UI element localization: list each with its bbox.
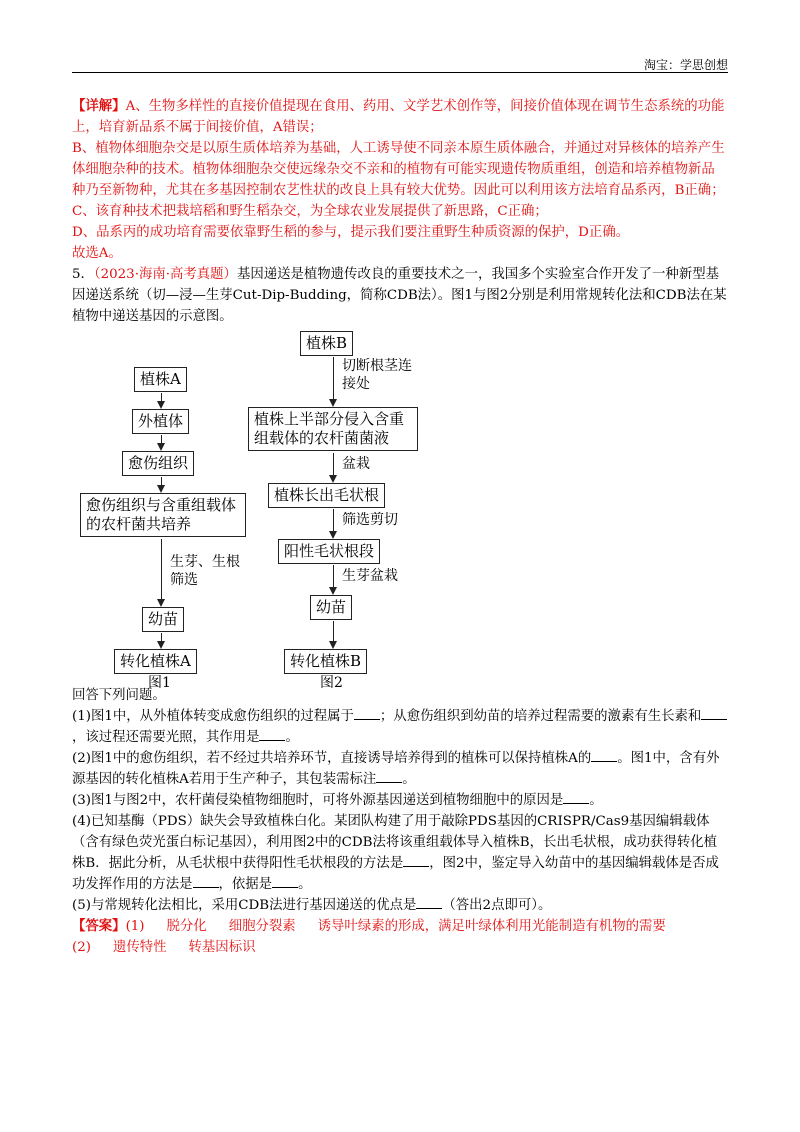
detail-conclusion: 故选A。 bbox=[72, 246, 122, 261]
page-header: 淘宝：学思创想 bbox=[643, 58, 728, 72]
document-body bbox=[72, 96, 728, 958]
detail-tag: 【详解】 bbox=[72, 98, 126, 114]
detail-text-a: A、生物多样性的直接价值提现在食用、药用、文学艺术创作等，间接价值体现在调节生态系统的功能上，培育新品系不属于间接价值，A错误； bbox=[72, 99, 725, 135]
fig1-label-screening: 生芽、生根筛选 bbox=[170, 554, 240, 588]
q1-text-a: (1)图1中，从外植体转变成愈伤组织的过程属于 bbox=[72, 709, 354, 724]
fig1-arrow-5 bbox=[157, 641, 165, 649]
fig1-arrow-4 bbox=[157, 599, 165, 607]
q3-text-a: (3)图1与图2中，农杆菌侵染植物细胞时，可将外源基因递送到植物细胞中的原因是 bbox=[72, 793, 564, 808]
question-intro-text: 基因递送是植物遗传改良的重要技术之一，我国多个实验室合作开发了一种新型基因递送系统（切—浸—生芽Cut-Dip-Budding，简称CDB法）。图1与图2分别是利用常规转化法和CDB法在某植物中递送基因的示意图。 bbox=[72, 267, 727, 324]
fig2-arrow-4 bbox=[329, 587, 337, 595]
detail-para-d: D、品系丙的成功培育需要依靠野生稻的参与，提示我们要注重野生种质资源的保护，D正确。 bbox=[72, 225, 630, 240]
fig1-box-plant-a: 植株A bbox=[134, 367, 187, 392]
question-3 bbox=[72, 790, 728, 811]
flow-diagrams bbox=[72, 327, 728, 691]
questions-lead: 回答下列问题。 bbox=[72, 688, 166, 703]
answer-section bbox=[72, 916, 728, 958]
fig1-box-explant: 外植体 bbox=[132, 409, 189, 434]
q2-blank-2 bbox=[376, 770, 402, 783]
fig1-box-transformed-a: 转化植株A bbox=[114, 649, 197, 674]
question-5-intro bbox=[72, 264, 728, 327]
q1-blank-3 bbox=[259, 728, 285, 741]
fig1-box-seedling: 幼苗 bbox=[142, 607, 184, 632]
fig2-label-select-cut: 筛选剪切 bbox=[342, 512, 398, 528]
q1-text-d: 。 bbox=[285, 730, 299, 745]
fig2-caption: 图2 bbox=[320, 675, 343, 691]
q2-blank-1 bbox=[591, 749, 617, 762]
q1-text-b: ；从愈伤组织到幼苗的培养过程需要的激素有生长素和 bbox=[379, 709, 702, 724]
q5-blank-1 bbox=[416, 896, 442, 909]
fig2-box-seedling: 幼苗 bbox=[310, 595, 352, 620]
fig2-arrow-5 bbox=[329, 641, 337, 649]
answer-2-item-1: 遗传特性 bbox=[112, 940, 167, 955]
q2-text-a: (2)图1中的愈伤组织，若不经过共培养环节，直接诱导培养得到的植株可以保持植株A的 bbox=[72, 751, 592, 766]
q4-text-d: 。 bbox=[298, 877, 312, 892]
fig1-box-callus: 愈伤组织 bbox=[122, 451, 194, 476]
q4-blank-1 bbox=[403, 854, 429, 867]
question-2 bbox=[72, 748, 728, 790]
q3-text-b: 。 bbox=[589, 793, 603, 808]
fig2-line-1 bbox=[333, 357, 334, 401]
fig1-box-coculture: 愈伤组织与含重组载体的农杆菌共培养 bbox=[80, 493, 246, 537]
question-5 bbox=[72, 895, 728, 916]
answer-1-item-1: 脱分化 bbox=[166, 919, 207, 934]
answer-1-num: (1) bbox=[125, 919, 145, 934]
fig2-label-cut: 切断根茎连接处 bbox=[342, 358, 412, 392]
fig2-box-dip: 植株上半部分侵入含重组载体的农杆菌菌液 bbox=[248, 407, 418, 451]
fig1-arrow-2 bbox=[157, 443, 165, 451]
answer-1-item-2: 细胞分裂素 bbox=[228, 919, 296, 934]
fig1-arrow-3 bbox=[157, 485, 165, 493]
fig2-arrow-2 bbox=[329, 475, 337, 483]
detail-para-a bbox=[72, 96, 728, 138]
q1-text-c: ，该过程还需要光照，其作用是 bbox=[72, 730, 260, 745]
fig2-line-3 bbox=[333, 509, 334, 533]
fig2-box-plant-b: 植株B bbox=[300, 331, 353, 356]
fig2-line-5 bbox=[333, 621, 334, 643]
question-1 bbox=[72, 706, 728, 748]
q1-blank-2 bbox=[701, 707, 727, 720]
q5-text-b: （答出2点即可）。 bbox=[442, 898, 552, 913]
fig2-arrow-3 bbox=[329, 531, 337, 539]
question-number: 5． bbox=[72, 267, 94, 282]
q4-blank-2 bbox=[193, 875, 219, 888]
q4-blank-3 bbox=[272, 875, 298, 888]
fig2-label-bud-pot: 生芽盆栽 bbox=[342, 568, 398, 584]
q4-text-a: (4)已知基酶（PDS）缺失会导致植株白化。某团队构建了用于敲除PDS基因的CRISPR/Cas9基因编辑载体（含有绿色荧光蛋白标记基因），利用图2中的CDB法将该重组载体导入植株B，长出毛状根，成功获得转化植株B．据此分析，从毛状根中获得阳性毛状根段的方法是 bbox=[72, 814, 718, 871]
answer-line-2 bbox=[72, 937, 728, 958]
question-4 bbox=[72, 811, 728, 895]
answer-1-item-3: 诱导叶绿素的形成，满足叶绿体利用光能制造有机物的需要 bbox=[317, 919, 666, 934]
q4-text-b: ，图2中，鉴定导入幼苗中的基因编辑载体是否成功发挥作用的方法是 bbox=[72, 856, 719, 892]
q4-text-c: ，依据是 bbox=[218, 877, 273, 892]
fig2-line-2 bbox=[333, 453, 334, 477]
fig2-box-transformed-b: 转化植株B bbox=[284, 649, 367, 674]
q3-blank-1 bbox=[563, 791, 589, 804]
detail-para-c: C、该育种技术把栽培稻和野生稻杂交，为全球农业发展提供了新思路，C正确； bbox=[72, 204, 548, 219]
answer-line-1 bbox=[72, 916, 728, 937]
header-rule bbox=[72, 72, 728, 73]
fig2-box-hairy-root: 植株长出毛状根 bbox=[268, 483, 385, 508]
q2-text-b: 。图1中，含有外源基因的转化植株A若用于生产种子，其包装需标注 bbox=[72, 751, 720, 787]
question-source: （2023·海南·高考真题） bbox=[93, 267, 237, 282]
answer-tag: 【答案】 bbox=[72, 918, 126, 934]
answer-2-item-2: 转基因标识 bbox=[188, 940, 256, 955]
answer-2-num: (2) bbox=[72, 940, 91, 955]
fig1-arrow-1 bbox=[157, 401, 165, 409]
detail-para-b: B、植物体细胞杂交是以原生质体培养为基础，人工诱导使不同亲本原生质体融合，并通过对异核体的培养产生体细胞杂种的技术。植物体细胞杂交使远缘杂交不亲和的植物有可能实现遗传物质重组，创造和培养植物新品种乃至新物种，尤其在多基因控制农艺性状的改良上具有较大优势。因此可以利用该方法培育品系丙，B正确； bbox=[72, 141, 725, 198]
detail-section bbox=[72, 96, 728, 264]
q1-blank-1 bbox=[354, 707, 380, 720]
fig2-line-4 bbox=[333, 565, 334, 589]
fig2-arrow-1 bbox=[329, 399, 337, 407]
fig1-caption: 图1 bbox=[148, 675, 171, 691]
fig2-box-positive-root: 阳性毛状根段 bbox=[278, 539, 380, 564]
q5-text-a: (5)与常规转化法相比，采用CDB法进行基因递送的优点是 bbox=[72, 898, 417, 913]
q2-text-c: 。 bbox=[402, 772, 416, 787]
fig2-label-pot: 盆栽 bbox=[342, 456, 370, 472]
fig1-line-4 bbox=[161, 539, 162, 601]
